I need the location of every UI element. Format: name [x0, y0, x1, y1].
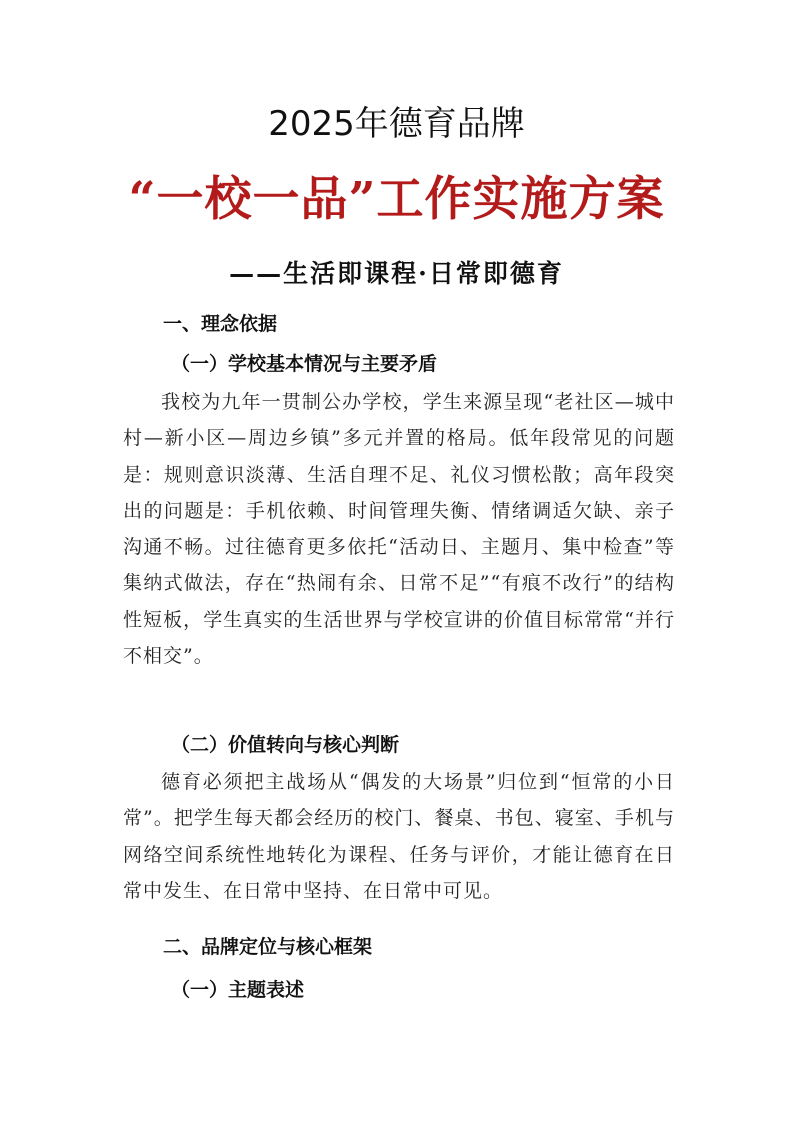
document-subtitle: ——生活即课程·日常即德育: [229, 259, 564, 288]
body-paragraph: 我校为九年一贯制公办学校，学生来源呈现“老社区—城中村—新小区—周边乡镇”多元并置的格局。低年段常见的问题是：规则意识淡薄、生活自理不足、礼仪习惯松散；高年段突出的问题是：手机依赖、时间管理失衡、情绪调适欠缺、亲子沟通不畅。过往德育更多依托“活动日、主题月、集中检查”等集纳式做法，存在“热闹有余、日常不足”“有痕不改行”的结构性短板，学生真实的生活世界与学校宣讲的价值目标常常“并行不相交”。: [123, 391, 675, 668]
subsection-heading: （一）学校基本情况与主要矛盾: [171, 353, 438, 375]
section-heading: 一、理念依据: [163, 313, 278, 335]
section-heading: 二、品牌定位与核心框架: [163, 936, 373, 958]
subsection-heading: （二）价值转向与核心判断: [171, 734, 400, 756]
document-title-year: 2025年德育品牌: [268, 104, 525, 144]
document-title-main: “一校一品”工作实施方案: [128, 172, 665, 227]
subsection-heading: （一）主题表述: [171, 979, 305, 1001]
body-paragraph: 德育必须把主战场从“偶发的大场景”归位到“恒常的小日常”。把学生每天都会经历的校门、餐桌、书包、寝室、手机与网络空间系统性地转化为课程、任务与评价，才能让德育在日常中发生、在日常中坚持、在日常中可见。: [123, 771, 675, 902]
